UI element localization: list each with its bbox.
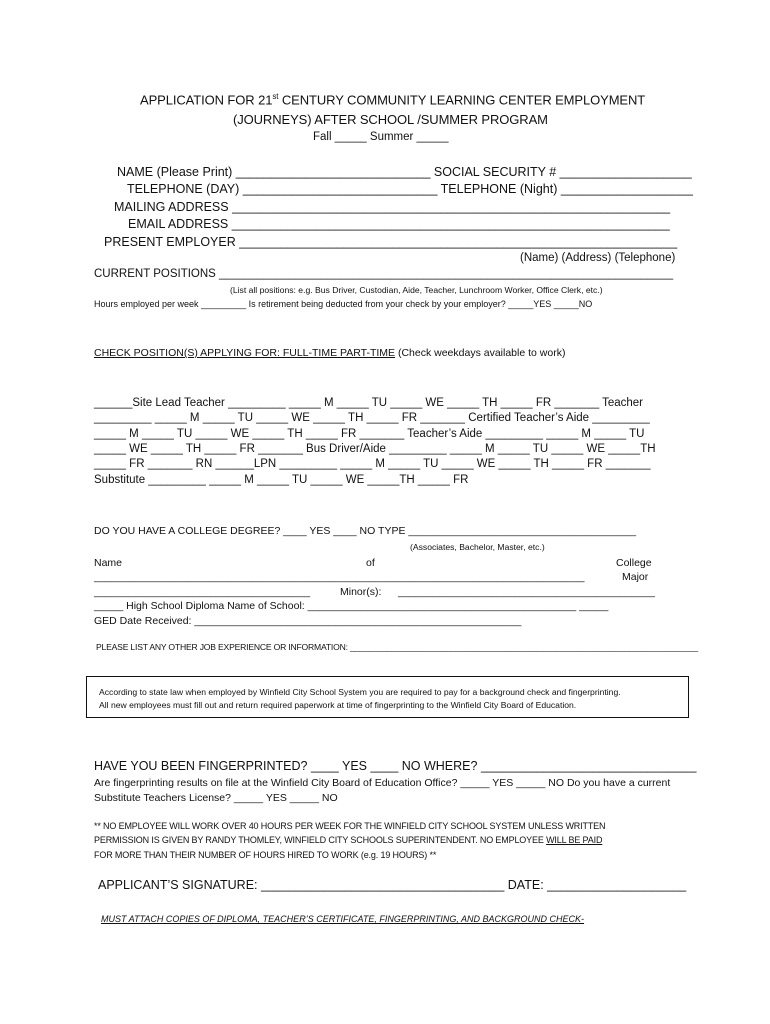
policy-line: ** NO EMPLOYEE WILL WORK OVER 40 HOURS PER WEEK FOR THE WINFIELD CITY SCHOOL SYSTEM UNLESS WRITTEN [94,821,606,831]
positions-heading: CHECK POSITION(S) APPLYING FOR: FULL-TIME PART-TIME (Check weekdays available to work) [94,347,566,359]
fingerprint-on-file-field[interactable]: Are fingerprinting results on file at the Winfield City Board of Education Office? _____ YES _____ NO Do you have a current [94,777,671,789]
position-line[interactable]: _____ WE _____ TH _____ FR _______ Bus Driver/Aide _________ _____ M _____ TU _____ WE _____TH [94,443,656,455]
major-field[interactable]: _____________________________________ [94,586,311,598]
policy-line: FOR MORE THAN THEIR NUMBER OF HOURS HIRED TO WORK (e.g. 19 HOURS) ** [94,850,437,860]
mailing-address-field[interactable]: MAILING ADDRESS _______________________________________________________________ [114,200,671,214]
position-line[interactable]: Substitute _________ _____ M _____ TU _____ WE _____TH _____ FR [94,474,469,486]
present-employer-field[interactable]: PRESENT EMPLOYER _______________________________________________________________ [104,235,678,249]
email-address-field[interactable]: EMAIL ADDRESS _______________________________________________________________ [128,217,670,231]
position-line[interactable]: _____ FR _______ RN ______LPN _________ _____ M _____ TU _____ WE _____ TH _____ FR _______ [94,458,651,470]
other-experience-field[interactable]: PLEASE LIST ANY OTHER JOB EXPERIENCE OR INFORMATION: ____________________________________________________________________________ [96,642,698,652]
signature-field[interactable]: APPLICANT’S SIGNATURE: ___________________________________ DATE: ____________________ [98,878,687,892]
name-field[interactable]: NAME (Please Print) ____________________________ SOCIAL SECURITY # ___________________ [117,165,692,179]
substitute-license-field[interactable]: Substitute Teachers License? _____ YES _____ NO [94,792,338,804]
fingerprinted-field[interactable]: HAVE YOU BEEN FINGERPRINTED? ____ YES ____ NO WHERE? _______________________________ [94,759,697,773]
position-line[interactable]: _________ _____ M _____ TU _____ WE _____ TH _____ FR _______ Certified Teacher’s Aide _________ [94,412,650,424]
name-label: Name [94,557,123,569]
policy-line: PERMISSION IS GIVEN BY RANDY THOMLEY, WINFIELD CITY SCHOOLS SUPERINTENDENT. NO EMPLOYEE WILL BE PAID [94,835,603,845]
high-school-field[interactable]: _____ High School Diploma Name of School: ______________________________________________ _____ [94,600,609,612]
current-positions-field[interactable]: CURRENT POSITIONS _______________________________________________________________________ [94,268,674,280]
background-check-notice [86,676,689,718]
minor-label: Minor(s): [340,586,382,598]
attachment-note: MUST ATTACH COPIES OF DIPLOMA, TEACHER’S CERTIFICATE, FINGERPRINTING, AND BACKGROUND CHECK- [101,914,585,924]
degree-hint: (Associates, Bachelor, Master, etc.) [410,542,545,552]
hours-employed-field[interactable]: Hours employed per week _________ Is retirement being deducted from your check by your employer? _____YES _____NO [94,299,593,309]
college-label: College [616,557,652,569]
notice-line: According to state law when employed by Winfield City School System you are required to pay for a background check and fingerprinting. [99,687,621,697]
college-name-field[interactable]: ____________________________________________________________________________________ [94,571,585,583]
form-title: APPLICATION FOR 21st CENTURY COMMUNITY LEARNING CENTER EMPLOYMENT [140,92,646,108]
employer-hint: (Name) (Address) (Telephone) [520,252,676,264]
session-selector[interactable]: Fall _____ Summer _____ [313,131,449,143]
position-line[interactable]: _____ M _____ TU _____ WE _____ TH _____ FR _______ Teacher’s Aide _________ _____ M _____ TU [94,428,645,440]
notice-line: All new employees must fill out and return required paperwork at time of fingerprinting to the Winfield City Board of Education. [99,700,577,710]
form-subtitle: (JOURNEYS) AFTER SCHOOL /SUMMER PROGRAM [233,112,548,127]
positions-hint: (List all positions: e.g. Bus Driver, Custodian, Aide, Teacher, Lunchroom Worker, Office Clerk, etc.) [230,285,603,295]
telephone-field[interactable]: TELEPHONE (DAY) ____________________________ TELEPHONE (Night) ___________________ [127,182,693,196]
major-label: Major [622,571,649,583]
ged-date-field[interactable]: GED Date Received: ________________________________________________________ [94,615,522,627]
title-superscript: st [272,92,279,101]
minor-field[interactable]: ____________________________________________ [398,586,655,598]
position-line[interactable]: ______Site Lead Teacher _________ _____ M _____ TU _____ WE _____ TH _____ FR _______ Teacher [94,397,644,409]
of-label: of [366,557,375,569]
college-degree-field[interactable]: DO YOU HAVE A COLLEGE DEGREE? ____ YES ____ NO TYPE _______________________________________ [94,525,637,537]
